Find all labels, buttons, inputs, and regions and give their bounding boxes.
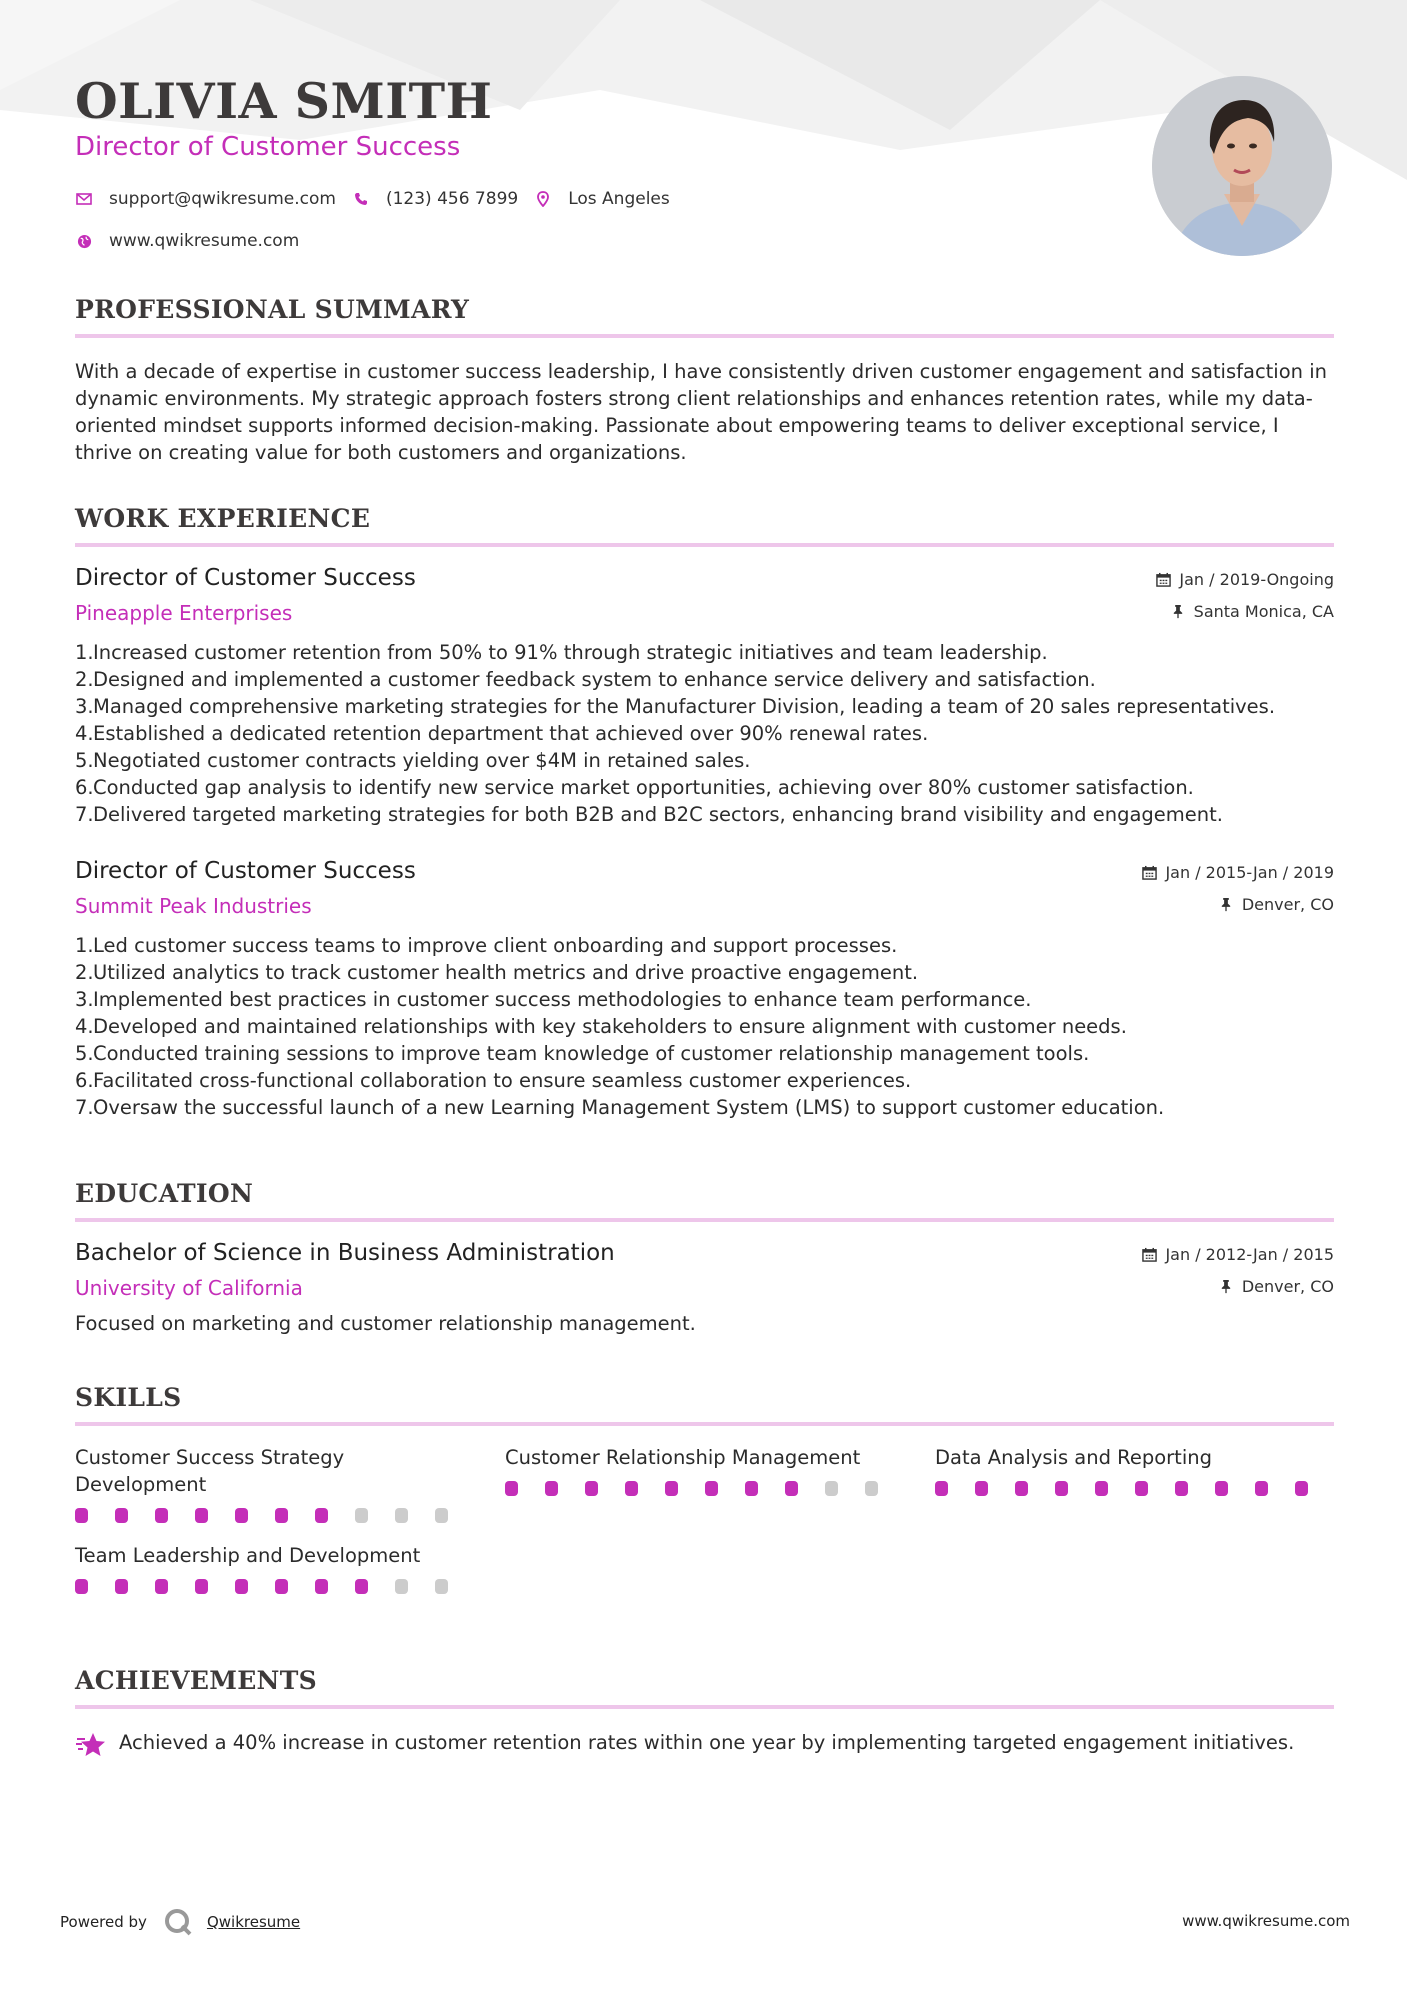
- skill-dot: [825, 1481, 838, 1496]
- list-item: 7. Oversaw the successful launch of a new Learning Management System (LMS) to support customer education.: [75, 1096, 1165, 1119]
- brand-link[interactable]: Qwikresume: [206, 1913, 301, 1931]
- skill-dot: [785, 1481, 798, 1496]
- contact-phone[interactable]: [352, 189, 518, 209]
- contact-email[interactable]: [75, 189, 336, 209]
- job-bullets: [75, 639, 1334, 828]
- skill-dot: [1095, 1481, 1108, 1496]
- section-divider: [75, 1218, 1334, 1222]
- skill-dot: [1215, 1481, 1228, 1496]
- skill-dot: [1015, 1481, 1028, 1496]
- skills-heading: SKILLS: [75, 1383, 182, 1412]
- education-description: Focused on marketing and customer relationship management.: [75, 1312, 696, 1335]
- job-title: Director of Customer Success: [75, 858, 416, 884]
- list-item: 2. Designed and implemented a customer feedback system to enhance service delivery and satisfaction.: [75, 668, 1096, 691]
- skill-dot: [585, 1481, 598, 1496]
- skill-name: Team Leadership and Development: [75, 1544, 421, 1567]
- job-entry: [75, 858, 1334, 1121]
- list-item: 2. Utilized analytics to track customer health metrics and drive proactive engagement.: [75, 961, 919, 984]
- job-bullets: [75, 932, 1334, 1121]
- skill-dot: [75, 1508, 88, 1523]
- calendar-icon: [1155, 571, 1171, 587]
- skills-section: [75, 1383, 1334, 1644]
- candidate-name: OLIVIA SMITH: [75, 72, 493, 130]
- skill-rating: [935, 1481, 1335, 1496]
- map-pin-icon: [534, 190, 552, 208]
- education-heading: EDUCATION: [75, 1179, 254, 1208]
- skill-dot: [665, 1481, 678, 1496]
- list-item: 6. Facilitated cross-functional collaboration to ensure seamless customer experiences.: [75, 1069, 912, 1092]
- list-item: 4. Developed and maintained relationships with key stakeholders to ensure alignment with customer needs.: [75, 1015, 1127, 1038]
- skill-dot: [315, 1579, 328, 1594]
- skill-dot: [1135, 1481, 1148, 1496]
- education-location: Denver, CO: [1241, 1276, 1334, 1296]
- website-text: www.qwikresume.com: [109, 231, 300, 251]
- skill-dot: [235, 1579, 248, 1594]
- list-item: 3. Implemented best practices in customer success methodologies to enhance team performance.: [75, 988, 1032, 1011]
- section-divider: [75, 1705, 1334, 1709]
- job-title: Director of Customer Success: [75, 565, 416, 591]
- education-meta: [1141, 1244, 1334, 1308]
- pushpin-icon: [1218, 1278, 1234, 1294]
- school-name: University of California: [75, 1276, 303, 1300]
- experience-section: [75, 504, 1334, 1121]
- skill-dot: [275, 1508, 288, 1523]
- section-divider: [75, 543, 1334, 547]
- skill-dot: [1175, 1481, 1188, 1496]
- skill-dot: [155, 1579, 168, 1594]
- candidate-title: Director of Customer Success: [75, 132, 461, 162]
- job-location: Denver, CO: [1241, 894, 1334, 914]
- footer-url[interactable]: www.qwikresume.com: [1182, 1912, 1350, 1930]
- skill-dot: [395, 1579, 408, 1594]
- skill-rating: [505, 1481, 905, 1496]
- skill-rating: [75, 1508, 475, 1523]
- section-divider: [75, 1422, 1334, 1426]
- job-company: Pineapple Enterprises: [75, 601, 293, 625]
- skill-dot: [1055, 1481, 1068, 1496]
- achievements-section: [75, 1666, 1334, 1761]
- skill-dot: [195, 1579, 208, 1594]
- job-company: Summit Peak Industries: [75, 894, 312, 918]
- skill-rating: [75, 1579, 475, 1594]
- skill-item: [935, 1444, 1335, 1496]
- list-item: 5. Conducted training sessions to improve team knowledge of customer relationship management tools.: [75, 1042, 1090, 1065]
- skill-dot: [625, 1481, 638, 1496]
- profile-photo: [1152, 76, 1332, 256]
- skills-grid: [75, 1444, 1334, 1644]
- skill-dot: [435, 1579, 448, 1594]
- skill-item: [75, 1542, 475, 1594]
- skill-dot: [315, 1508, 328, 1523]
- skill-name: Customer Success Strategy Development: [75, 1446, 345, 1496]
- skill-dot: [115, 1579, 128, 1594]
- job-location: Santa Monica, CA: [1193, 601, 1334, 621]
- pushpin-icon: [1218, 896, 1234, 912]
- achievement-item: [75, 1729, 1334, 1761]
- job-dates: Jan / 2015-Jan / 2019: [1165, 862, 1334, 882]
- skill-dot: [505, 1481, 518, 1496]
- skill-dot: [545, 1481, 558, 1496]
- skill-dot: [395, 1508, 408, 1523]
- envelope-icon: [75, 190, 93, 208]
- skill-dot: [355, 1508, 368, 1523]
- summary-text: With a decade of expertise in customer success leadership, I have consistently driven customer engagement and satisfaction in dynamic environments. My strategic approach fosters strong client relationships and enhances retention rates, while my data-oriented mindset supports informed decision-making. Passionate about empowering teams to deliver exceptional service, I thrive on creating value for both customers and organizations.: [75, 360, 1327, 464]
- skill-name: Customer Relationship Management: [505, 1446, 861, 1469]
- experience-heading: WORK EXPERIENCE: [75, 504, 371, 533]
- star-icon: [75, 1729, 107, 1761]
- phone-text: (123) 456 7899: [385, 189, 519, 209]
- skill-dot: [75, 1579, 88, 1594]
- job-meta: [1141, 862, 1334, 926]
- list-item: 6. Conducted gap analysis to identify new service market opportunities, achieving over 80% customer satisfaction.: [75, 776, 1194, 799]
- pushpin-icon: [1170, 603, 1186, 619]
- skill-dot: [155, 1508, 168, 1523]
- list-item: 5. Negotiated customer contracts yielding over $4M in retained sales.: [75, 749, 751, 772]
- globe-icon: [75, 232, 93, 250]
- calendar-icon: [1141, 864, 1157, 880]
- job-meta: [1155, 569, 1334, 633]
- education-dates: Jan / 2012-Jan / 2015: [1165, 1244, 1334, 1264]
- contact-website[interactable]: [75, 231, 299, 251]
- education-entry: [75, 1240, 1334, 1337]
- contact-info: [75, 186, 686, 270]
- achievement-text: Achieved a 40% increase in customer retention rates within one year by implementing targeted engagement initiatives.: [119, 1731, 1295, 1754]
- list-item: 3. Managed comprehensive marketing strategies for the Manufacturer Division, leading a team of 20 sales representatives.: [75, 695, 1276, 718]
- location-text: Los Angeles: [568, 189, 670, 209]
- skill-name: Data Analysis and Reporting: [935, 1446, 1212, 1469]
- skill-dot: [275, 1579, 288, 1594]
- skill-dot: [435, 1508, 448, 1523]
- list-item: 7. Delivered targeted marketing strategies for both B2B and B2C sectors, enhancing brand visibility and engagement.: [75, 803, 1223, 826]
- skill-dot: [1295, 1481, 1308, 1496]
- page-footer: [60, 1900, 1350, 1940]
- education-section: [75, 1179, 1334, 1337]
- list-item: 4. Established a dedicated retention department that achieved over 90% renewal rates.: [75, 722, 929, 745]
- skill-dot: [235, 1508, 248, 1523]
- qwikresume-logo-icon: [163, 1907, 193, 1937]
- resume-header: [75, 0, 1334, 295]
- contact-location: [534, 189, 670, 209]
- skill-dot: [745, 1481, 758, 1496]
- skill-dot: [195, 1508, 208, 1523]
- skill-dot: [975, 1481, 988, 1496]
- section-divider: [75, 334, 1334, 338]
- degree-title: Bachelor of Science in Business Administration: [75, 1240, 615, 1266]
- list-item: 1. Increased customer retention from 50% to 91% through strategic initiatives and team leadership.: [75, 641, 1048, 664]
- skill-item: [75, 1444, 475, 1523]
- list-item: 1. Led customer success teams to improve client onboarding and support processes.: [75, 934, 898, 957]
- skill-dot: [865, 1481, 878, 1496]
- skill-dot: [1255, 1481, 1268, 1496]
- skill-dot: [115, 1508, 128, 1523]
- achievements-heading: ACHIEVEMENTS: [75, 1666, 317, 1695]
- job-dates: Jan / 2019-Ongoing: [1179, 569, 1334, 589]
- calendar-icon: [1141, 1246, 1157, 1262]
- skill-item: [505, 1444, 905, 1496]
- email-text: support@qwikresume.com: [109, 189, 336, 209]
- job-entry: [75, 565, 1334, 828]
- skill-dot: [355, 1579, 368, 1594]
- summary-section: [75, 295, 1334, 466]
- powered-by: [60, 1907, 300, 1937]
- summary-heading: PROFESSIONAL SUMMARY: [75, 295, 470, 324]
- skill-dot: [935, 1481, 948, 1496]
- phone-icon: [352, 190, 370, 208]
- powered-by-label: Powered by: [60, 1913, 147, 1931]
- skill-dot: [705, 1481, 718, 1496]
